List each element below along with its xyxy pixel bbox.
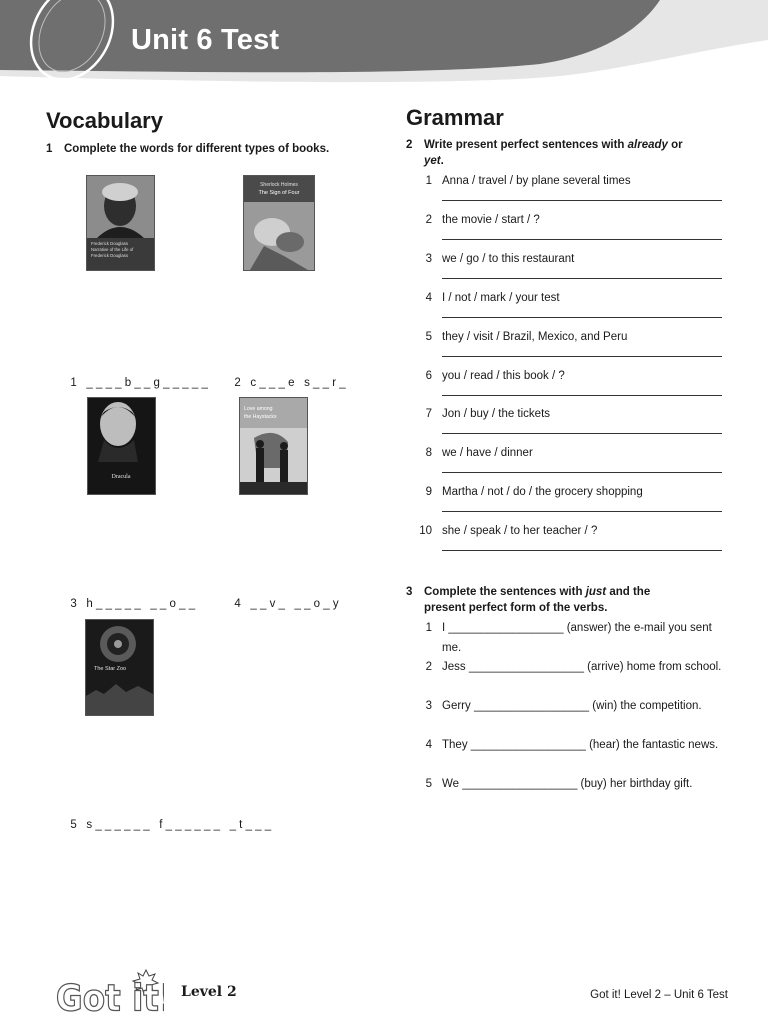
book-cover-horror-story — [87, 397, 156, 495]
cover-line: Dracula — [111, 474, 131, 480]
answer-line[interactable] — [442, 356, 722, 357]
grammar-ex2-instruction: 2 Write present perfect sentences with already or yet. — [406, 139, 683, 167]
grammar-heading: Grammar — [406, 105, 504, 130]
answer-line[interactable] — [442, 317, 722, 318]
answer-line[interactable] — [442, 433, 722, 434]
grammar-ex2-item: 7 Jon / buy / the tickets — [418, 408, 728, 442]
grammar-ex2-item: 2 the movie / start / ? — [418, 214, 728, 248]
answer-line[interactable] — [442, 395, 722, 396]
footer-text: Got it! Level 2 – Unit 6 Test — [590, 989, 728, 1001]
vocabulary-heading: Vocabulary — [46, 108, 163, 133]
book-cover-biography — [86, 175, 155, 271]
answer-line[interactable] — [442, 239, 722, 240]
logo-text: Got it! — [55, 977, 164, 1016]
answer-line[interactable] — [442, 550, 722, 551]
cover-line: Frederick Douglass — [91, 253, 129, 258]
vocabulary-item: 5 s _ _ _ _ _ _ f _ _ _ _ _ _ _ t _ _ _ — [70, 819, 272, 831]
answer-line[interactable] — [442, 511, 722, 512]
brand-logo — [54, 968, 164, 1021]
cover-line: Love among — [244, 406, 273, 412]
cover-line: Sherlock Holmes — [260, 182, 298, 188]
grammar-ex2-item: 9 Martha / not / do / the grocery shopping — [418, 486, 728, 520]
grammar-ex3-instruction: 3 Complete the sentences with just and the present perfect form of the verbs. — [406, 586, 651, 614]
cover-line: Frederick Douglass — [91, 241, 129, 246]
grammar-ex2-item: 3 we / go / to this restaurant — [418, 253, 728, 287]
page-title: Unit 6 Test — [131, 24, 280, 56]
answer-line[interactable] — [442, 472, 722, 473]
answer-line[interactable] — [442, 278, 722, 279]
book-cover-love-story — [239, 397, 308, 495]
cover-line: The Sign of Four — [258, 190, 300, 196]
cover-line: The Star Zoo — [94, 666, 127, 672]
level-label: Level 2 — [181, 984, 237, 1000]
cover-line: Narrative of the Life of — [91, 247, 134, 252]
vocabulary-item: 2 c _ _ _ e s _ _ r _ — [234, 377, 346, 389]
grammar-ex2-item: 1 Anna / travel / by plane several times — [418, 175, 728, 209]
book-cover-science-fiction — [85, 619, 154, 716]
vocabulary-item: 3 h _ _ _ _ _ _ _ o _ _ — [70, 598, 196, 610]
grammar-ex2-item: 5 they / visit / Brazil, Mexico, and Peru — [418, 331, 728, 365]
grammar-ex2-item: 4 I / not / mark / your test — [418, 292, 728, 326]
book-cover-crime-story — [243, 175, 315, 271]
answer-line[interactable] — [442, 200, 722, 201]
header-banner — [0, 0, 768, 90]
vocabulary-item: 1 _ _ _ _ b _ _ g _ _ _ _ _ — [70, 377, 208, 389]
vocabulary-item: 4 _ _ v _ _ _ o _ y — [234, 598, 339, 610]
grammar-ex2-item: 10 she / speak / to her teacher / ? — [418, 525, 728, 559]
cover-line: the Haystacks — [244, 414, 277, 420]
grammar-ex2-item: 6 you / read / this book / ? — [418, 370, 728, 404]
grammar-ex2-item: 8 we / have / dinner — [418, 447, 728, 481]
